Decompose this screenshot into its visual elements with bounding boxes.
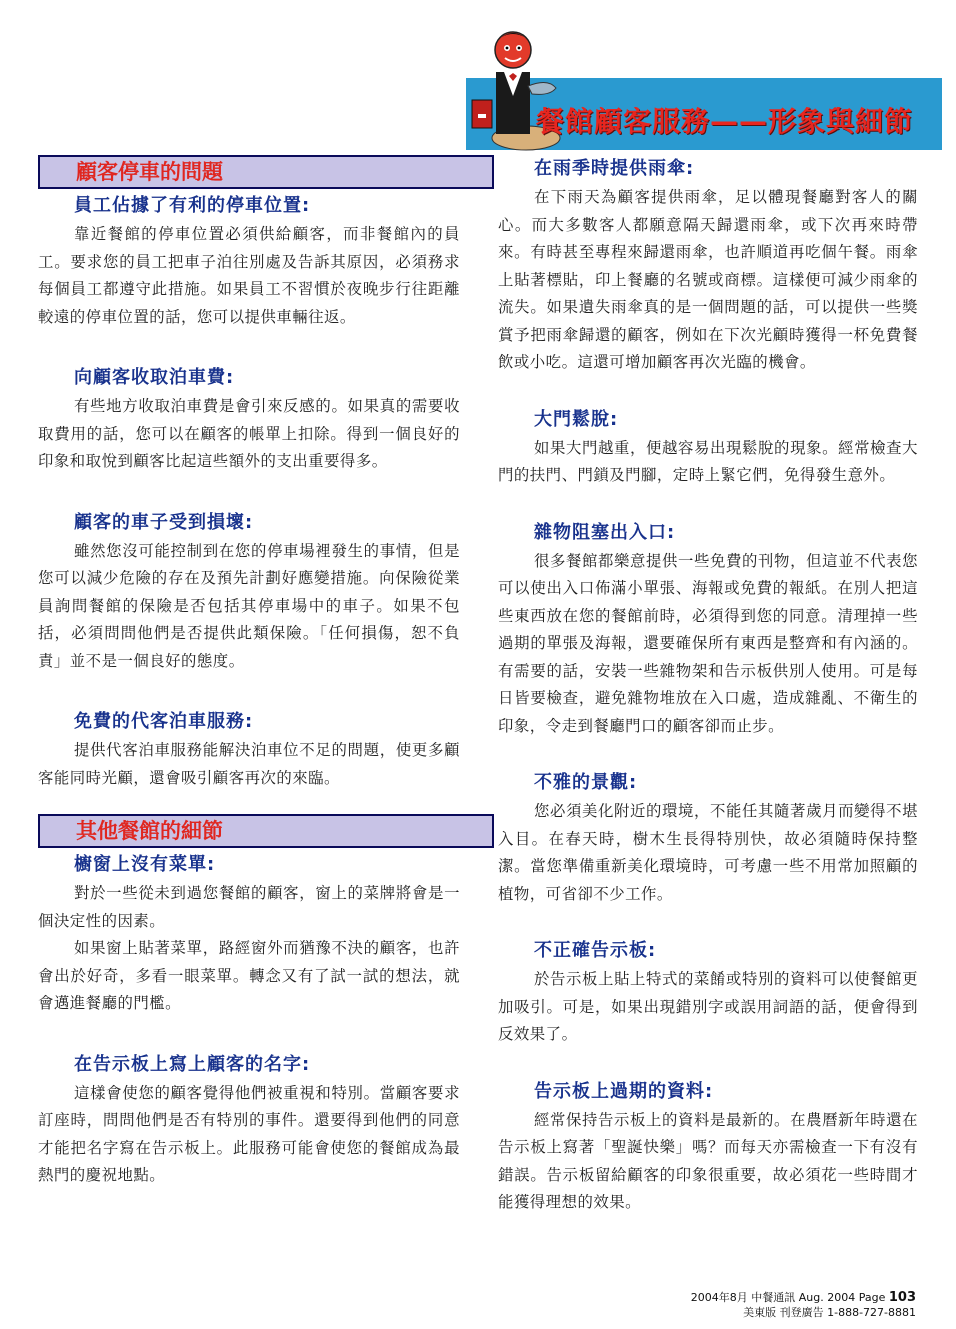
- subheading: 櫥窗上沒有菜單:: [74, 854, 216, 875]
- paragraph: 於告示板上貼上特式的菜餚或特別的資料可以使餐館更加吸引。可是，如果出現錯別字或誤用詞語的話，便會得到反效果了。: [498, 970, 918, 1043]
- subheading: 顧客的車子受到損壞:: [74, 511, 254, 533]
- paragraph: 有些地方收取泊車費是會引來反感的。如果真的需要收取費用的話，您可以在顧客的帳單上扣除。得到一個良好的印象和取悅到顧客比起這些額外的支出重要得多。: [38, 397, 460, 470]
- left-column: [38, 155, 460, 1190]
- paragraph: 對於一些從未到過您餐館的顧客，窗上的菜牌將會是一個決定性的因素。: [38, 884, 460, 930]
- section-header-details: 其他餐館的細節: [38, 814, 494, 848]
- paragraph: 如果大門越重，便越容易出現鬆脫的現象。經常檢查大門的扶門、門鎖及門腳，定時上緊它們，免得發生意外。: [498, 438, 918, 484]
- footer-date: 2004年8月 中餐通訊 Aug. 2004 Page: [690, 1291, 886, 1304]
- paragraph: 如果窗上貼著菜單，路經窗外而猶豫不決的顧客，也許會出於好奇，多看一眼菜單。轉念又有了試一試的想法，就會邁進餐廳的門檻。: [38, 939, 460, 1012]
- subheading: 向顧客收取泊車費:: [74, 367, 235, 388]
- subheading: 告示板上過期的資料:: [534, 1080, 714, 1102]
- subheading: 不雅的景觀:: [534, 772, 638, 793]
- section-header-parking: 顧客停車的問題: [38, 155, 494, 189]
- paragraph: 靠近餐館的停車位置必須供給顧客，而非餐館內的員工。要求您的員工把車子泊往別處及告訴其原因，必須務求每個員工都遵守此措施。如果員工不習慣於夜晚步行往距離較遠的停車位置的話，您可以提供車輛往返。: [38, 225, 460, 326]
- subheading: 員工佔據了有利的停車位置:: [74, 195, 311, 216]
- subheading: 在告示板上寫上顧客的名字:: [74, 1053, 311, 1075]
- footer-advert-line: 美東版 刊登廣告 1-888-727-8881: [743, 1306, 916, 1319]
- subheading: 在雨季時提供雨傘:: [534, 158, 695, 179]
- page-footer: [691, 1290, 916, 1320]
- paragraph: 很多餐館都樂意提供一些免費的刊物，但這並不代表您可以使出入口佈滿小單張、海報或免費的報紙。在別人把這些東西放在您的餐館前時，必須得到您的同意。清理掉一些過期的單張及海報，還要確保所有東西是整齊和有內涵的。有需要的話，安裝一些雜物架和告示板供別人使用。可是每日皆要檢查，避免雜物堆放在入口處，造成雜亂、不衛生的印象，令走到餐廳門口的顧客卻而止步。: [498, 551, 918, 735]
- paragraph: 您必須美化附近的環境，不能任其隨著歲月而變得不堪入目。在春天時，樹木生長得特別快，故必須隨時保持整潔。當您準備重新美化環境時，可考慮一些不用常加照顧的植物，可省卻不少工作。: [498, 802, 918, 903]
- paragraph: 雖然您沒可能控制到在您的停車場裡發生的事情，但是您可以減少危險的存在及預先計劃好應變措施。向保險從業員詢問餐館的保險是否包括其停車場中的車子。如果不包括，必須問問他們是否提供此類保險。「任何損傷，恕不負責」並不是一個良好的態度。: [38, 541, 460, 670]
- subheading: 不正確告示板:: [534, 940, 657, 961]
- page-title: 餐館顧客服務——形象與細節: [536, 105, 914, 138]
- page-number: 103: [888, 1290, 916, 1305]
- paragraph: 提供代客泊車服務能解決泊車位不足的問題，使更多顧客能同時光顧，還會吸引顧客再次的來臨。: [38, 741, 460, 787]
- paragraph: 這樣會使您的顧客覺得他們被重視和特別。當顧客要求訂座時，問問他們是否有特別的事件。還要得到他們的同意才能把名字寫在告示板上。此服務可能會使您的餐館成為最熱門的慶祝地點。: [38, 1083, 460, 1184]
- subheading: 大門鬆脫:: [534, 408, 619, 430]
- paragraph: 在下雨天為顧客提供雨傘，足以體現餐廳對客人的關心。而大多數客人都願意隔天歸還雨傘，或下次再來時帶來。有時甚至專程來歸還雨傘，也許順道再吃個午餐。雨傘上貼著標貼，印上餐廳的名號或商標。這樣便可減少雨傘的流失。如果遺失雨傘真的是一個問題的話，可以提供一些獎賞予把雨傘歸還的顧客，例如在下次光顧時獲得一杯免費餐飲或小吃。這還可增加顧客再次光臨的機會。: [498, 188, 918, 371]
- subheading: 免費的代客泊車服務:: [74, 711, 254, 732]
- paragraph: 經常保持告示板上的資料是最新的。在農曆新年時還在告示板上寫著「聖誕快樂」嗎？而每天亦需檢查一下有沒有錯誤。告示板留給顧客的印象很重要，故必須花一些時間才能獲得理想的效果。: [498, 1110, 918, 1211]
- right-column: [498, 156, 918, 1217]
- subheading: 雜物阻塞出入口:: [534, 521, 676, 543]
